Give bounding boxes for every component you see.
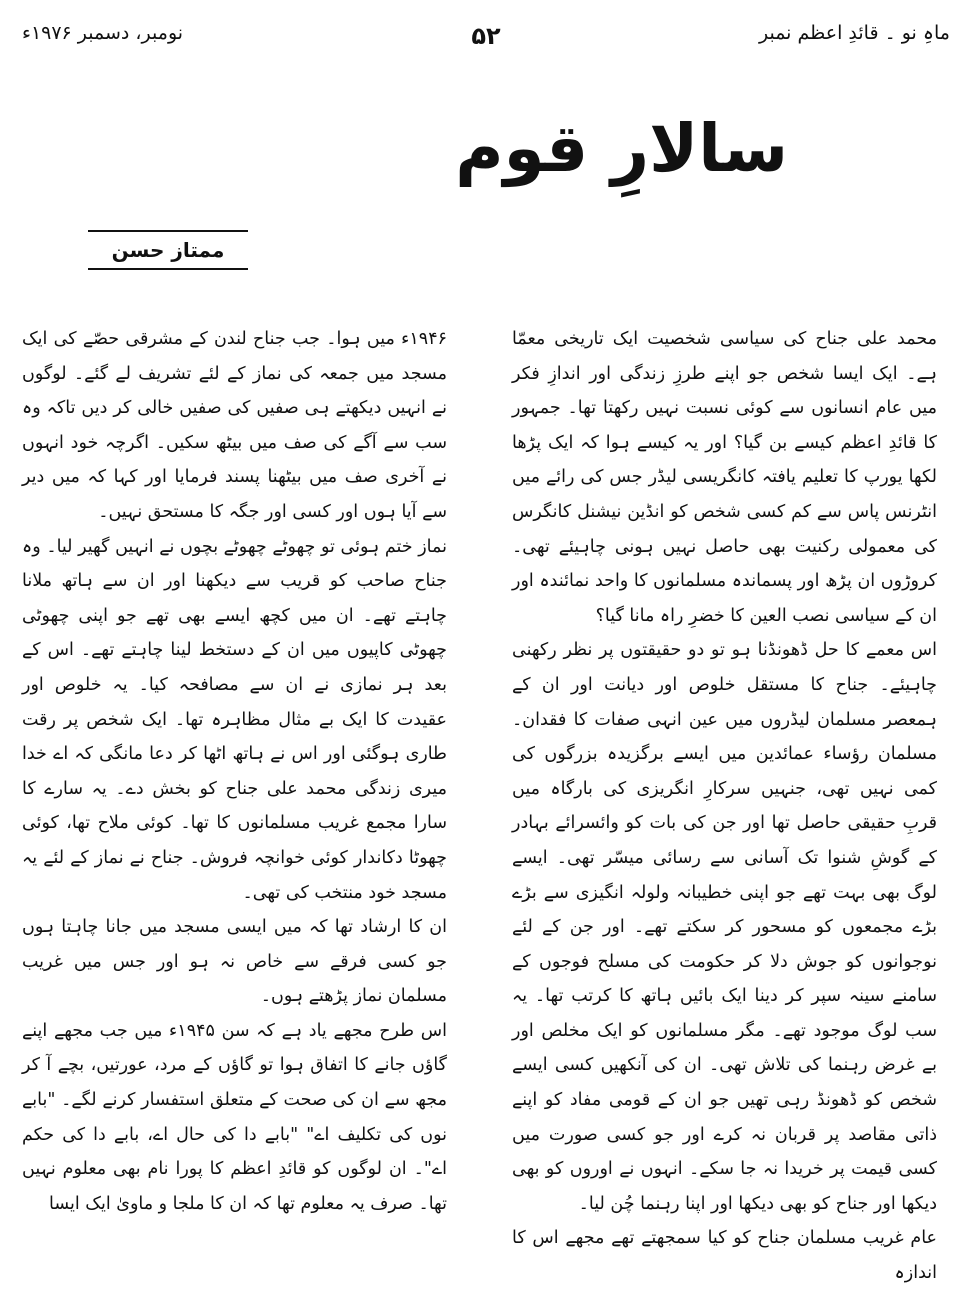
paragraph: محمد علی جناح کی سیاسی شخصیت ایک تاریخی معمّا ہے۔ ایک ایسا شخص جو اپنے طرزِ زندگی اور اندازِ فکر میں عام انسانوں سے کوئی نسبت نہیں رکھتا تھا۔ جمہور کا قائدِ اعظم کیسے بن گیا؟ اور یہ کیسے ہوا کہ ایک پڑھا لکھا یورپ کا تعلیم یافتہ کانگریسی لیڈر جس کی رائے میں انٹرنس پاس سے کم کسی شخص کو انڈین نیشنل کانگرس کی معمولی رکنیت بھی حاصل نہیں ہونی چاہیئے تھی۔ کروڑوں ان پڑھ اور پسماندہ مسلمانوں کا واحد نمائندہ اور ان کے سیاسی نصب العین کا خضرِ راہ مانا گیا؟ (512, 329, 937, 626)
issue-date: نومبر، دسمبر ۱۹۷۶ء (22, 22, 184, 44)
byline-box (88, 226, 248, 274)
paragraph: عام غریب مسلمان جناح کو کیا سمجھتے تھے مجھے اس کا اندازہ (512, 1228, 937, 1284)
author-name: ممتاز حسن (111, 238, 225, 262)
paragraph: اس معمے کا حل ڈھونڈنا ہو تو دو حقیقتوں پر نظر رکھنی چاہیئے۔ جناح کا مستقل خلوص اور دیانت اور ان کے ہمعصر مسلمان لیڈروں میں عین انہی صفات کا فقدان۔ مسلمان رؤساء عمائدین میں ایسے برگزیدہ بزرگوں کی کمی نہیں تھی، جنہیں سرکارِ انگریزی کی بارگاہ میں قربِ حقیقی حاصل تھا اور جن کی بات کو وائسرائے بہادر کے گوشِ شنوا تک آسانی سے رسائی میسّر تھی۔ ایسے لوگ بھی بہت تھے جو اپنی خطیبانہ ولولہ انگیزی سے بڑے بڑے مجمعوں کو مسحور کر سکتے تھے۔ اور جن کے لئے نوجوانوں کو جوش دلا کر حکومت کی مسلح فوجوں کے سامنے سینہ سپر کر دینا ایک بائیں ہاتھ کا کرتب تھا۔ یہ سب لوگ موجود تھے۔ مگر مسلمانوں کو ایک مخلص اور بے غرض رہنما کی تلاش تھی۔ ان کی آنکھیں کسی ایسے شخص کو ڈھونڈ رہی تھیں جو ان کے قومی مفاد کو اپنے ذاتی مقاصد پر قربان نہ کرے اور جو کسی صورت میں کسی قیمت پر خریدا نہ جا سکے۔ انہوں نے اوروں کو بھی دیکھا اور جناح کو بھی دیکھا اور اپنا رہنما چُن لیا۔ (512, 640, 937, 1214)
text-column-left (22, 322, 447, 1221)
magazine-title: ماہِ نو ۔ قائدِ اعظم نمبر (758, 22, 950, 44)
paragraph: ان کا ارشاد تھا کہ میں ایسی مسجد میں جانا چاہتا ہوں جو کسی فرقے سے خاص نہ ہو اور جس میں غریب مسلمان نماز پڑھتے ہوں۔ (22, 917, 447, 1007)
paragraph: ۱۹۴۶ء میں ہوا۔ جب جناح لندن کے مشرقی حصّے کی ایک مسجد میں جمعہ کی نماز کے لئے تشریف لے گئے۔ لوگوں نے انہیں دیکھتے ہی صفیں کی صفیں خالی کر دیں تاکہ وہ سب سے آگے کی صف میں بیٹھ سکیں۔ اگرچہ خود انہوں نے آخری صف میں بیٹھنا پسند فرمایا اور کہا کہ میں دیر سے آیا ہوں اور کسی اور جگہ کا مستحق نہیں۔ (22, 329, 447, 522)
paragraph: نماز ختم ہوئی تو چھوٹے چھوٹے بچوں نے انہیں گھیر لیا۔ وہ جناح صاحب کو قریب سے دیکھنا اور ان سے ہاتھ ملانا چاہتے تھے۔ ان میں کچھ ایسے بھی تھے جو اپنی چھوٹی چھوٹی کاپیوں میں ان کے دستخط لینا چاہتے تھے۔ اس کے بعد ہر نمازی نے ان سے مصافحہ کیا۔ یہ خلوص اور عقیدت کا ایک بے مثال مظاہرہ تھا۔ ایک شخص پر رقت طاری ہوگئی اور اس نے ہاتھ اٹھا کر دعا مانگی کہ اے خدا میری زندگی محمد علی جناح کو بخش دے۔ یہ سارے کا سارا مجمع غریب مسلمانوں کا تھا۔ کوئی ملاح تھا، کوئی چھوٹا دکاندار کوئی خوانچہ فروش۔ جناح نے نماز کے لئے یہ مسجد خود منتخب کی تھی۔ (22, 536, 447, 903)
text-column-right (512, 322, 937, 1291)
byline-rule-top (88, 230, 248, 232)
running-head (22, 22, 950, 62)
byline-rule-bottom (88, 268, 248, 270)
paragraph: اس طرح مجھے یاد ہے کہ سن ۱۹۴۵ء میں جب مجھے اپنے گاؤں جانے کا اتفاق ہوا تو گاؤں کے مرد، عورتیں، بچے آ کر مجھ سے ان کی صحت کے متعلق استفسار کرنے لگے۔ "بابے نوں کی تکلیف اے" "بابے دا کی حال اے، بابے دا کی حکم اے"۔ ان لوگوں کو قائدِ اعظم کا پورا نام بھی معلوم نہیں تھا۔ صرف یہ معلوم تھا کہ ان کا ملجا و ماویٰ ایک ایسا (22, 1020, 448, 1214)
article-title: سالارِ قوم (455, 110, 788, 187)
page-number: ۵۲ (471, 22, 501, 50)
